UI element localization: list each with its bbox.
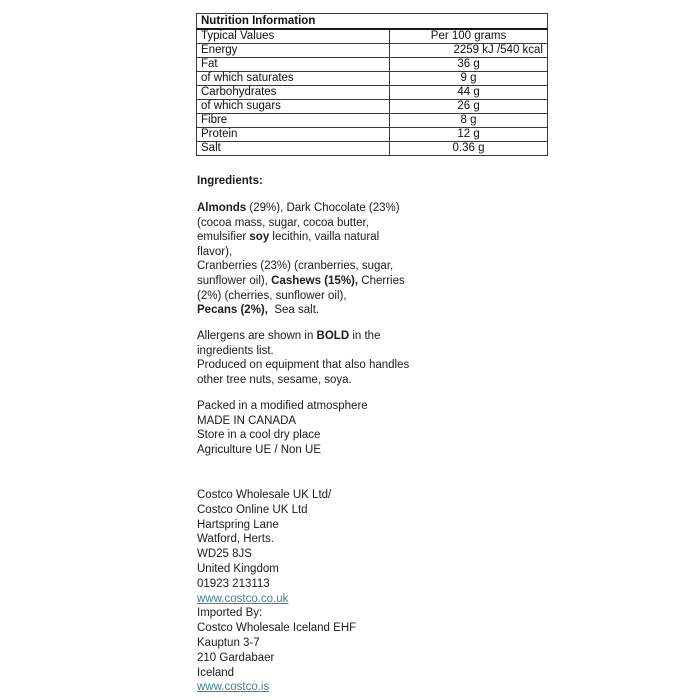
text-line	[197, 428, 437, 443]
nutrition-row	[197, 44, 548, 58]
bold-text: BOLD	[316, 330, 350, 342]
nutrition-row	[197, 128, 548, 142]
nutrition-row	[197, 72, 548, 86]
text: in the	[349, 330, 381, 342]
text: ingredients list.	[197, 344, 274, 357]
nutrition-row	[197, 29, 548, 44]
text: (29%), Dark Chocolate (23%)	[246, 202, 400, 214]
nutrient-value: 2259 kJ /540 kcal	[390, 44, 548, 58]
text: Cherries	[358, 274, 405, 287]
text: lecithin, vailla natural	[269, 231, 380, 244]
text-line	[197, 547, 437, 562]
text: other tree nuts, sesame, soya.	[197, 373, 352, 386]
text-line	[197, 562, 437, 577]
nutrition-table-rows	[197, 29, 548, 156]
bold-text: soy	[249, 231, 270, 244]
text: flavor),	[197, 245, 233, 258]
text-line	[197, 344, 437, 359]
storage-origin-info	[197, 399, 437, 457]
text: United Kingdom	[197, 562, 279, 575]
text: 01923 213113	[197, 577, 270, 590]
nutrient-value: 9 g	[390, 72, 548, 86]
text: Costco Wholesale UK Ltd/	[197, 489, 332, 501]
text: 210 Gardabaer	[197, 651, 275, 664]
nutrient-label: Typical Values	[197, 29, 390, 44]
text: WD25 8JS	[197, 548, 252, 561]
nutrient-label: of which sugars	[197, 100, 390, 114]
website-link[interactable]: www.costco.is	[197, 681, 270, 694]
nutrient-label: Carbohydrates	[197, 86, 390, 100]
text-line	[197, 399, 437, 414]
text-line	[197, 414, 437, 429]
website-link[interactable]: www.costco.co.uk	[197, 592, 289, 605]
text-line	[197, 289, 437, 304]
nutrient-value: Per 100 grams	[390, 29, 548, 44]
text-line	[197, 274, 437, 289]
text-line	[197, 606, 437, 621]
text-line	[197, 373, 437, 388]
text: Watford, Herts.	[197, 533, 274, 546]
nutrition-table-title-row	[197, 14, 548, 30]
text-line	[197, 651, 437, 666]
text: emulsifier	[197, 231, 250, 244]
text-line	[197, 577, 437, 592]
text: (2%) (cherries, sunflower oil),	[197, 289, 347, 302]
text: Allergens are shown in	[197, 330, 317, 342]
text: Imported By:	[197, 607, 263, 620]
text: Kauptun 3-7	[197, 636, 260, 649]
text: Cranberries (23%) (cranberries, sugar,	[197, 260, 394, 273]
nutrient-value: 36 g	[390, 58, 548, 72]
nutrient-value: 44 g	[390, 86, 548, 100]
text: Agriculture UE / Non UE	[197, 443, 321, 456]
text-line	[197, 488, 437, 503]
nutrition-table-head	[197, 14, 548, 30]
nutrient-value: 26 g	[390, 100, 548, 114]
nutrition-row	[197, 114, 548, 128]
bold-text: Cashews (15%),	[271, 274, 359, 287]
nutrition-row	[197, 100, 548, 114]
text-line	[197, 443, 437, 458]
nutrition-row	[197, 86, 548, 100]
text-line	[197, 666, 437, 681]
nutrition-row	[197, 142, 548, 156]
nutrition-table	[196, 13, 548, 156]
text-line	[197, 680, 437, 695]
text-line	[197, 329, 437, 344]
nutrition-table-title: Nutrition Information	[197, 14, 548, 30]
text: Hartspring Lane	[197, 518, 279, 531]
nutrition-row	[197, 58, 548, 72]
bold-text: Almonds	[197, 202, 247, 214]
text: Packed in a modified atmosphere	[197, 400, 368, 412]
nutrient-label: of which saturates	[197, 72, 390, 86]
text-line	[197, 358, 437, 373]
text-line	[197, 259, 437, 274]
text: (cocoa mass, sugar, cocoa butter,	[197, 216, 369, 229]
text-line	[197, 592, 437, 607]
allergen-statement	[197, 329, 437, 387]
nutrient-value: 0.36 g	[390, 142, 548, 156]
distributor-address	[197, 488, 437, 695]
text: Costco Online UK Ltd	[197, 503, 308, 516]
text-line	[197, 303, 437, 318]
text-line	[197, 230, 437, 245]
nutrient-label: Protein	[197, 128, 390, 142]
text: Store in a cool dry place	[197, 429, 321, 442]
text-line	[197, 621, 437, 636]
nutrient-label: Fibre	[197, 114, 390, 128]
text: sunflower oil),	[197, 274, 272, 287]
text-line	[197, 636, 437, 651]
text: Costco Wholesale Iceland EHF	[197, 622, 357, 635]
ingredients-heading: Ingredients:	[197, 175, 263, 187]
text: Iceland	[197, 666, 235, 679]
text: Produced on equipment that also handles	[197, 359, 410, 372]
text: Sea salt.	[267, 304, 320, 317]
text: MADE IN CANADA	[197, 414, 297, 427]
nutrient-value: 12 g	[390, 128, 548, 142]
nutrient-label: Energy	[197, 44, 390, 58]
text-line	[197, 201, 437, 216]
text-line	[197, 245, 437, 260]
ingredients-list	[197, 201, 437, 318]
text-line	[197, 518, 437, 533]
nutrient-value: 8 g	[390, 114, 548, 128]
bold-text: Pecans (2%),	[197, 304, 268, 317]
text-line	[197, 216, 437, 231]
text-line	[197, 532, 437, 547]
nutrient-label: Fat	[197, 58, 390, 72]
text-line	[197, 503, 437, 518]
nutrient-label: Salt	[197, 142, 390, 156]
